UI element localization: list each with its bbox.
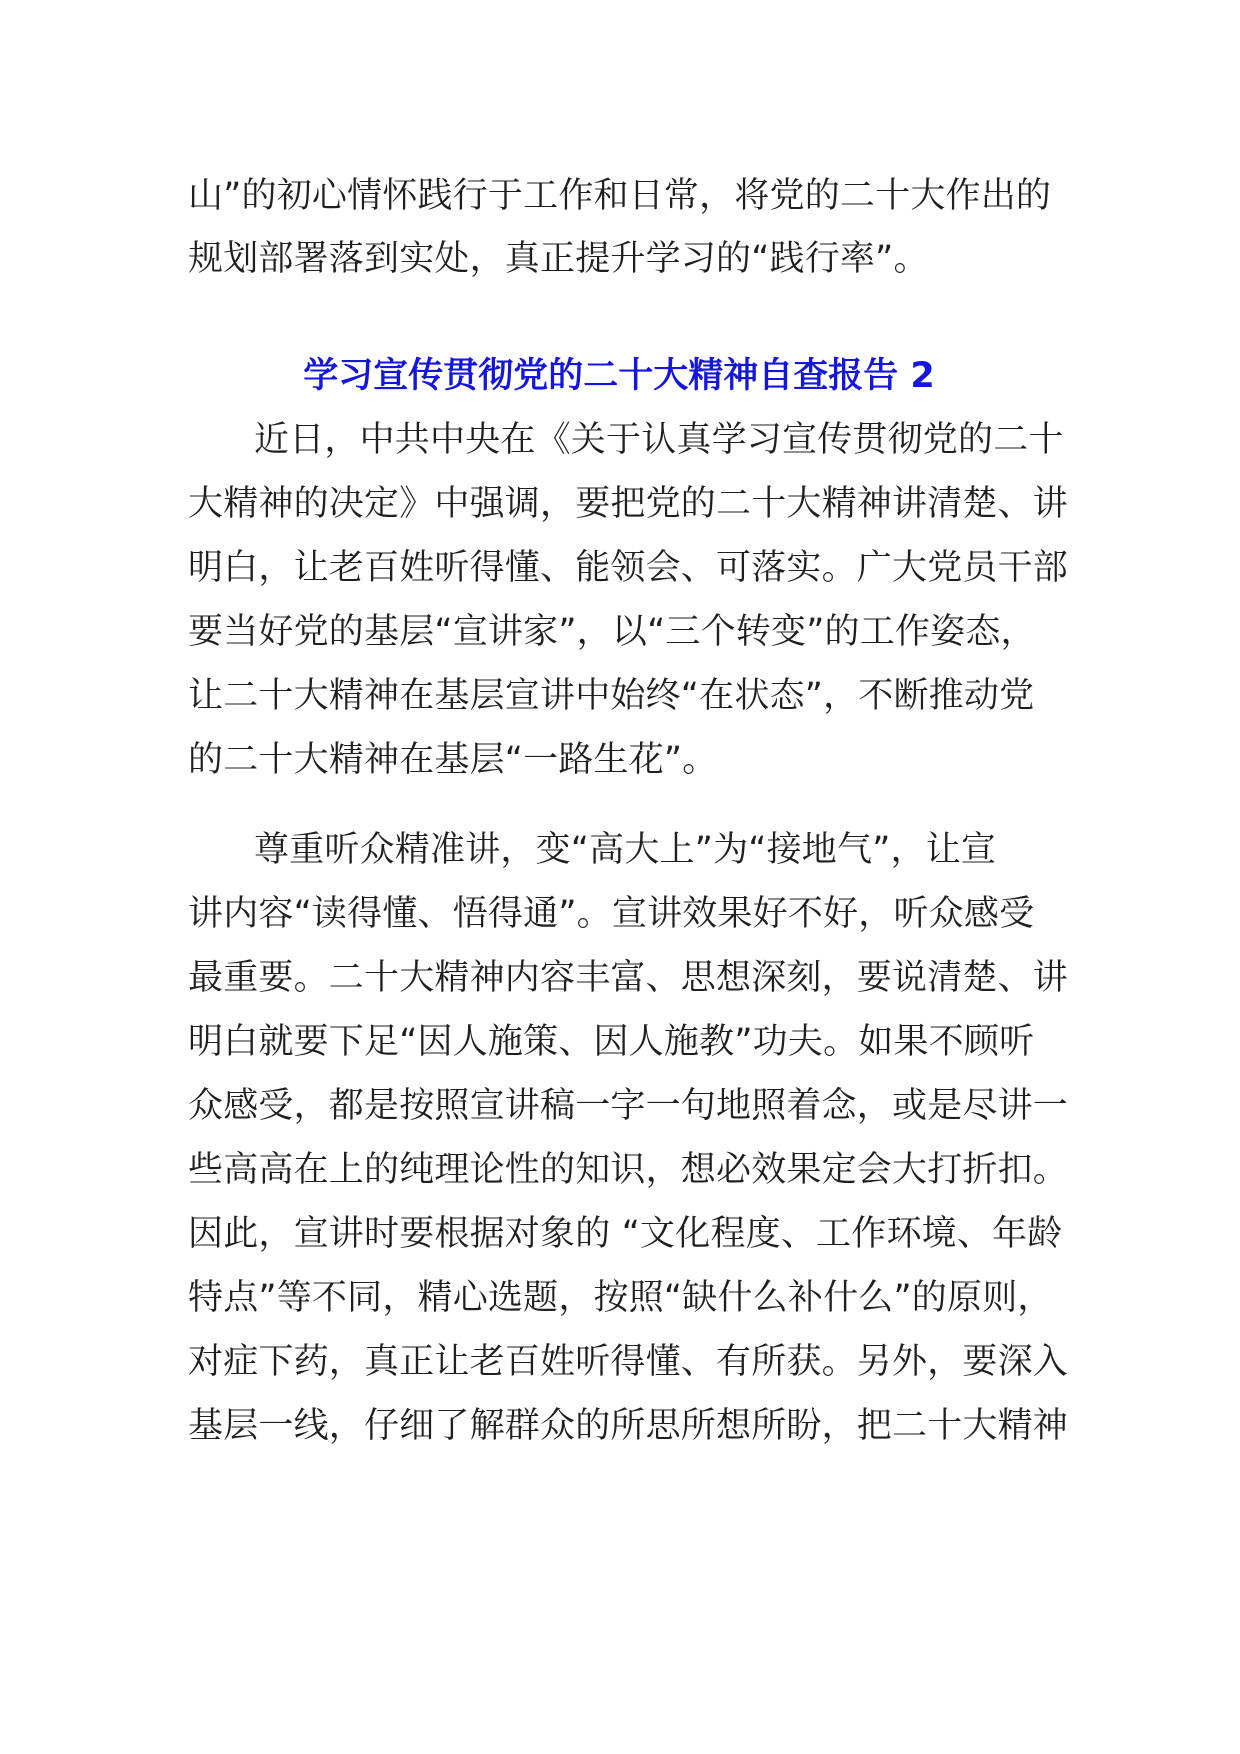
text-line: 要当好党的基层“宣讲家”，以“三个转变”的工作姿态， xyxy=(188,612,1036,652)
text-line: 近日，中共中央在《关于认真学习宣传贯彻党的二十 xyxy=(254,420,1064,460)
text-line: 让二十大精神在基层宣讲中始终“在状态”，不断推动党 xyxy=(188,676,1035,716)
text-line: 些高高在上的纯理论性的知识，想必效果定会大打折扣。 xyxy=(188,1150,1069,1190)
text-line: 的二十大精神在基层“一路生花”。 xyxy=(188,740,718,780)
text-line: 讲内容“读得懂、悟得通”。宣讲效果好不好，听众感受 xyxy=(188,894,1035,934)
text-line: 基层一线，仔细了解群众的所思所想所盼，把二十大精神 xyxy=(188,1406,1069,1446)
text-line: 最重要。二十大精神内容丰富、思想深刻，要说清楚、讲 xyxy=(188,958,1069,998)
text-line: 大精神的决定》中强调，要把党的二十大精神讲清楚、讲 xyxy=(188,484,1069,524)
text-line: 众感受，都是按照宣讲稿一字一句地照着念，或是尽讲一 xyxy=(188,1086,1069,1126)
text-line: 尊重听众精准讲，变“高大上”为“接地气”，让宣 xyxy=(254,830,997,870)
text-line: 明白，让老百姓听得懂、能领会、可落实。广大党员干部 xyxy=(188,548,1069,588)
text-line: 特点”等不同，精心选题，按照“缺什么补什么”的原则， xyxy=(188,1278,1053,1318)
text-line: 山”的初心情怀践行于工作和日常，将党的二十大作出的 xyxy=(188,176,1052,216)
text-line: 对症下药，真正让老百姓听得懂、有所获。另外，要深入 xyxy=(188,1342,1069,1382)
text-line: 因此，宣讲时要根据对象的 “文化程度、工作环境、年龄 xyxy=(188,1214,1063,1254)
text-line: 规划部署落到实处，真正提升学习的“践行率”。 xyxy=(188,239,929,279)
section-title: 学习宣传贯彻党的二十大精神自查报告 2 xyxy=(303,356,935,396)
text-line: 明白就要下足“因人施策、因人施教”功夫。如果不顾听 xyxy=(188,1022,1035,1062)
